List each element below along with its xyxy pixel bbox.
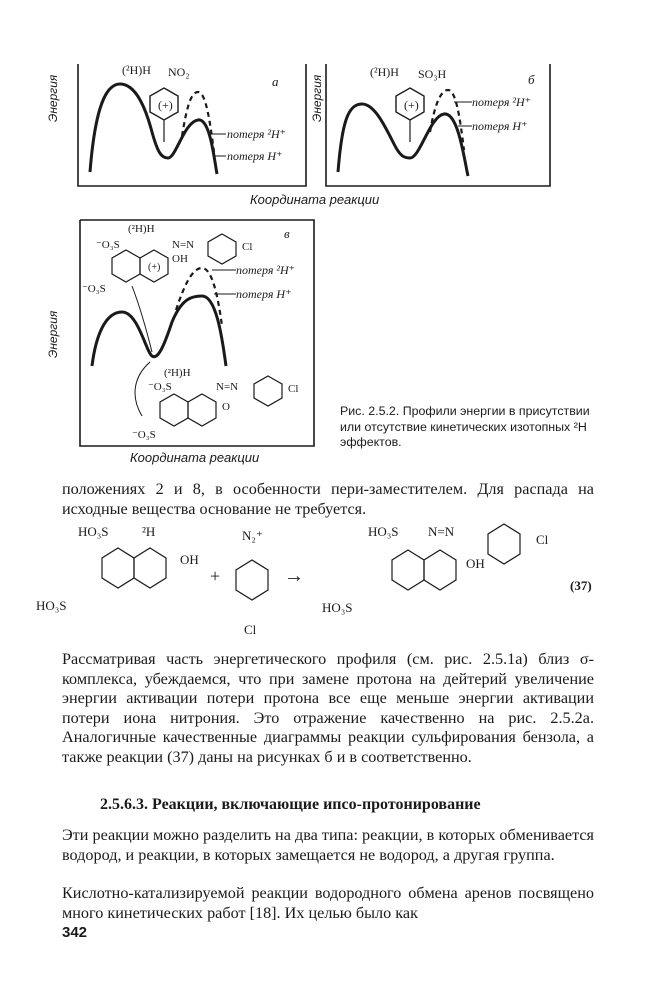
- svg-text:(²H)H: (²H)H: [128, 223, 155, 235]
- svg-text:⁻O₃S: ⁻O₃S: [96, 239, 120, 251]
- svg-text:(37): (37): [570, 578, 592, 593]
- section-heading: 2.5.6.3. Реакции, включающие ипсо-протонирование: [100, 796, 481, 813]
- svg-text:Cl: Cl: [288, 383, 299, 395]
- svg-text:(+): (+): [404, 98, 419, 112]
- panel-a-substituent-left: (²H)H: [122, 63, 151, 77]
- svg-text:N=N: N=N: [216, 381, 239, 393]
- svg-text:HO₃S: HO₃S: [36, 598, 67, 613]
- paragraph-4: Кислотно-катализируемой реакции водородного обмена аренов посвящено много кинетических работ [18]. Их целью было как: [62, 884, 594, 922]
- svg-text:²H: ²H: [142, 524, 156, 539]
- svg-text:(²H)H: (²H)H: [164, 367, 191, 379]
- panel-a-loss-h: потеря H⁺: [227, 149, 283, 163]
- panel-a-letter: а: [272, 74, 279, 89]
- panel-b-loss-2h: потеря ²H⁺: [472, 95, 532, 109]
- svg-text:N=N: N=N: [428, 524, 455, 539]
- svg-text:Cl: Cl: [244, 622, 257, 637]
- panel-b-ylabel: Энергия: [310, 74, 324, 122]
- svg-text:N=N: N=N: [172, 239, 195, 251]
- energy-profile-panel-c: [72, 216, 322, 452]
- svg-text:Cl: Cl: [536, 532, 549, 547]
- paragraph-2: Рассматривая часть энергетического профиля (см. рис. 2.5.1а) близ σ-комплекса, убеждаемся, что при замене протона на дейтерий увеличение энергии активации потери протона все еще меньше энергии активации потери иона нитрония. Это отражение качественно на рис. 2.5.2а. Аналогичные качественные диаграммы реакции сульфирования бензола, а также реакции (37) даны на рисунках б и в соответственно.: [62, 650, 594, 766]
- energy-profile-panel-b: [322, 62, 562, 194]
- panel-b-letter: б: [528, 72, 535, 87]
- svg-text:N₂⁺: N₂⁺: [242, 528, 263, 543]
- svg-text:HO₃S: HO₃S: [78, 524, 109, 539]
- panel-b-substituent-right: SO₃H: [418, 67, 447, 81]
- paragraph-1: положениях 2 и 8, в особенности пери-заместителем. Для распада на исходные вещества основание не требуется.: [62, 480, 594, 518]
- svg-text:(+): (+): [158, 98, 173, 112]
- paragraph-3: Эти реакции можно разделить на два типа: реакции, в которых обменивается водород, и реакции, в которых замещается не водород, а другая группа.: [62, 826, 594, 864]
- svg-text:HO₃S: HO₃S: [322, 600, 353, 615]
- panel-c-loss-2h: потеря ²H⁺: [236, 263, 296, 277]
- svg-text:+: +: [210, 566, 221, 586]
- panel-c-xlabel: Координата реакции: [130, 450, 260, 465]
- panel-c-frame: [80, 220, 314, 446]
- figure-caption: Рис. 2.5.2. Профили энергии в присутствии или отсутствие кинетических изотопных ²H эффектов.: [340, 404, 590, 449]
- panel-a-substituent-right: NO₂: [168, 65, 190, 79]
- panel-a-curve: [90, 84, 217, 174]
- panel-b-loss-h: потеря H⁺: [472, 119, 528, 133]
- svg-text:⁻O₃S: ⁻O₃S: [132, 429, 156, 441]
- reaction-equation-37: [30, 520, 620, 642]
- panel-c-letter: в: [284, 226, 290, 241]
- svg-text:OH: OH: [172, 253, 188, 265]
- panel-a-loss-2h: потеря ²H⁺: [227, 127, 287, 141]
- panel-c-curve: [92, 296, 226, 366]
- panel-a-dashed-curve: [182, 92, 214, 152]
- panel-c-loss-h: потеря H⁺: [236, 287, 292, 301]
- svg-text:(+): (+): [148, 262, 161, 273]
- svg-text:OH: OH: [180, 552, 199, 567]
- svg-text:→: →: [284, 565, 304, 587]
- panel-b-curve: [338, 104, 468, 176]
- top-xlabel: Координата реакции: [250, 192, 380, 207]
- svg-text:⁻O₃S: ⁻O₃S: [82, 283, 106, 295]
- page-number: 342: [62, 924, 88, 941]
- svg-text:OH: OH: [466, 556, 485, 571]
- panel-c-ylabel: Энергия: [46, 310, 60, 358]
- panel-b-substituent-left: (²H)H: [370, 65, 399, 79]
- svg-text:Cl: Cl: [242, 241, 253, 253]
- energy-profile-panel-a: [72, 62, 312, 194]
- svg-text:HO₃S: HO₃S: [368, 524, 399, 539]
- svg-text:O: O: [222, 401, 230, 413]
- svg-text:⁻O₃S: ⁻O₃S: [148, 381, 172, 393]
- panel-a-ylabel: Энергия: [46, 74, 60, 122]
